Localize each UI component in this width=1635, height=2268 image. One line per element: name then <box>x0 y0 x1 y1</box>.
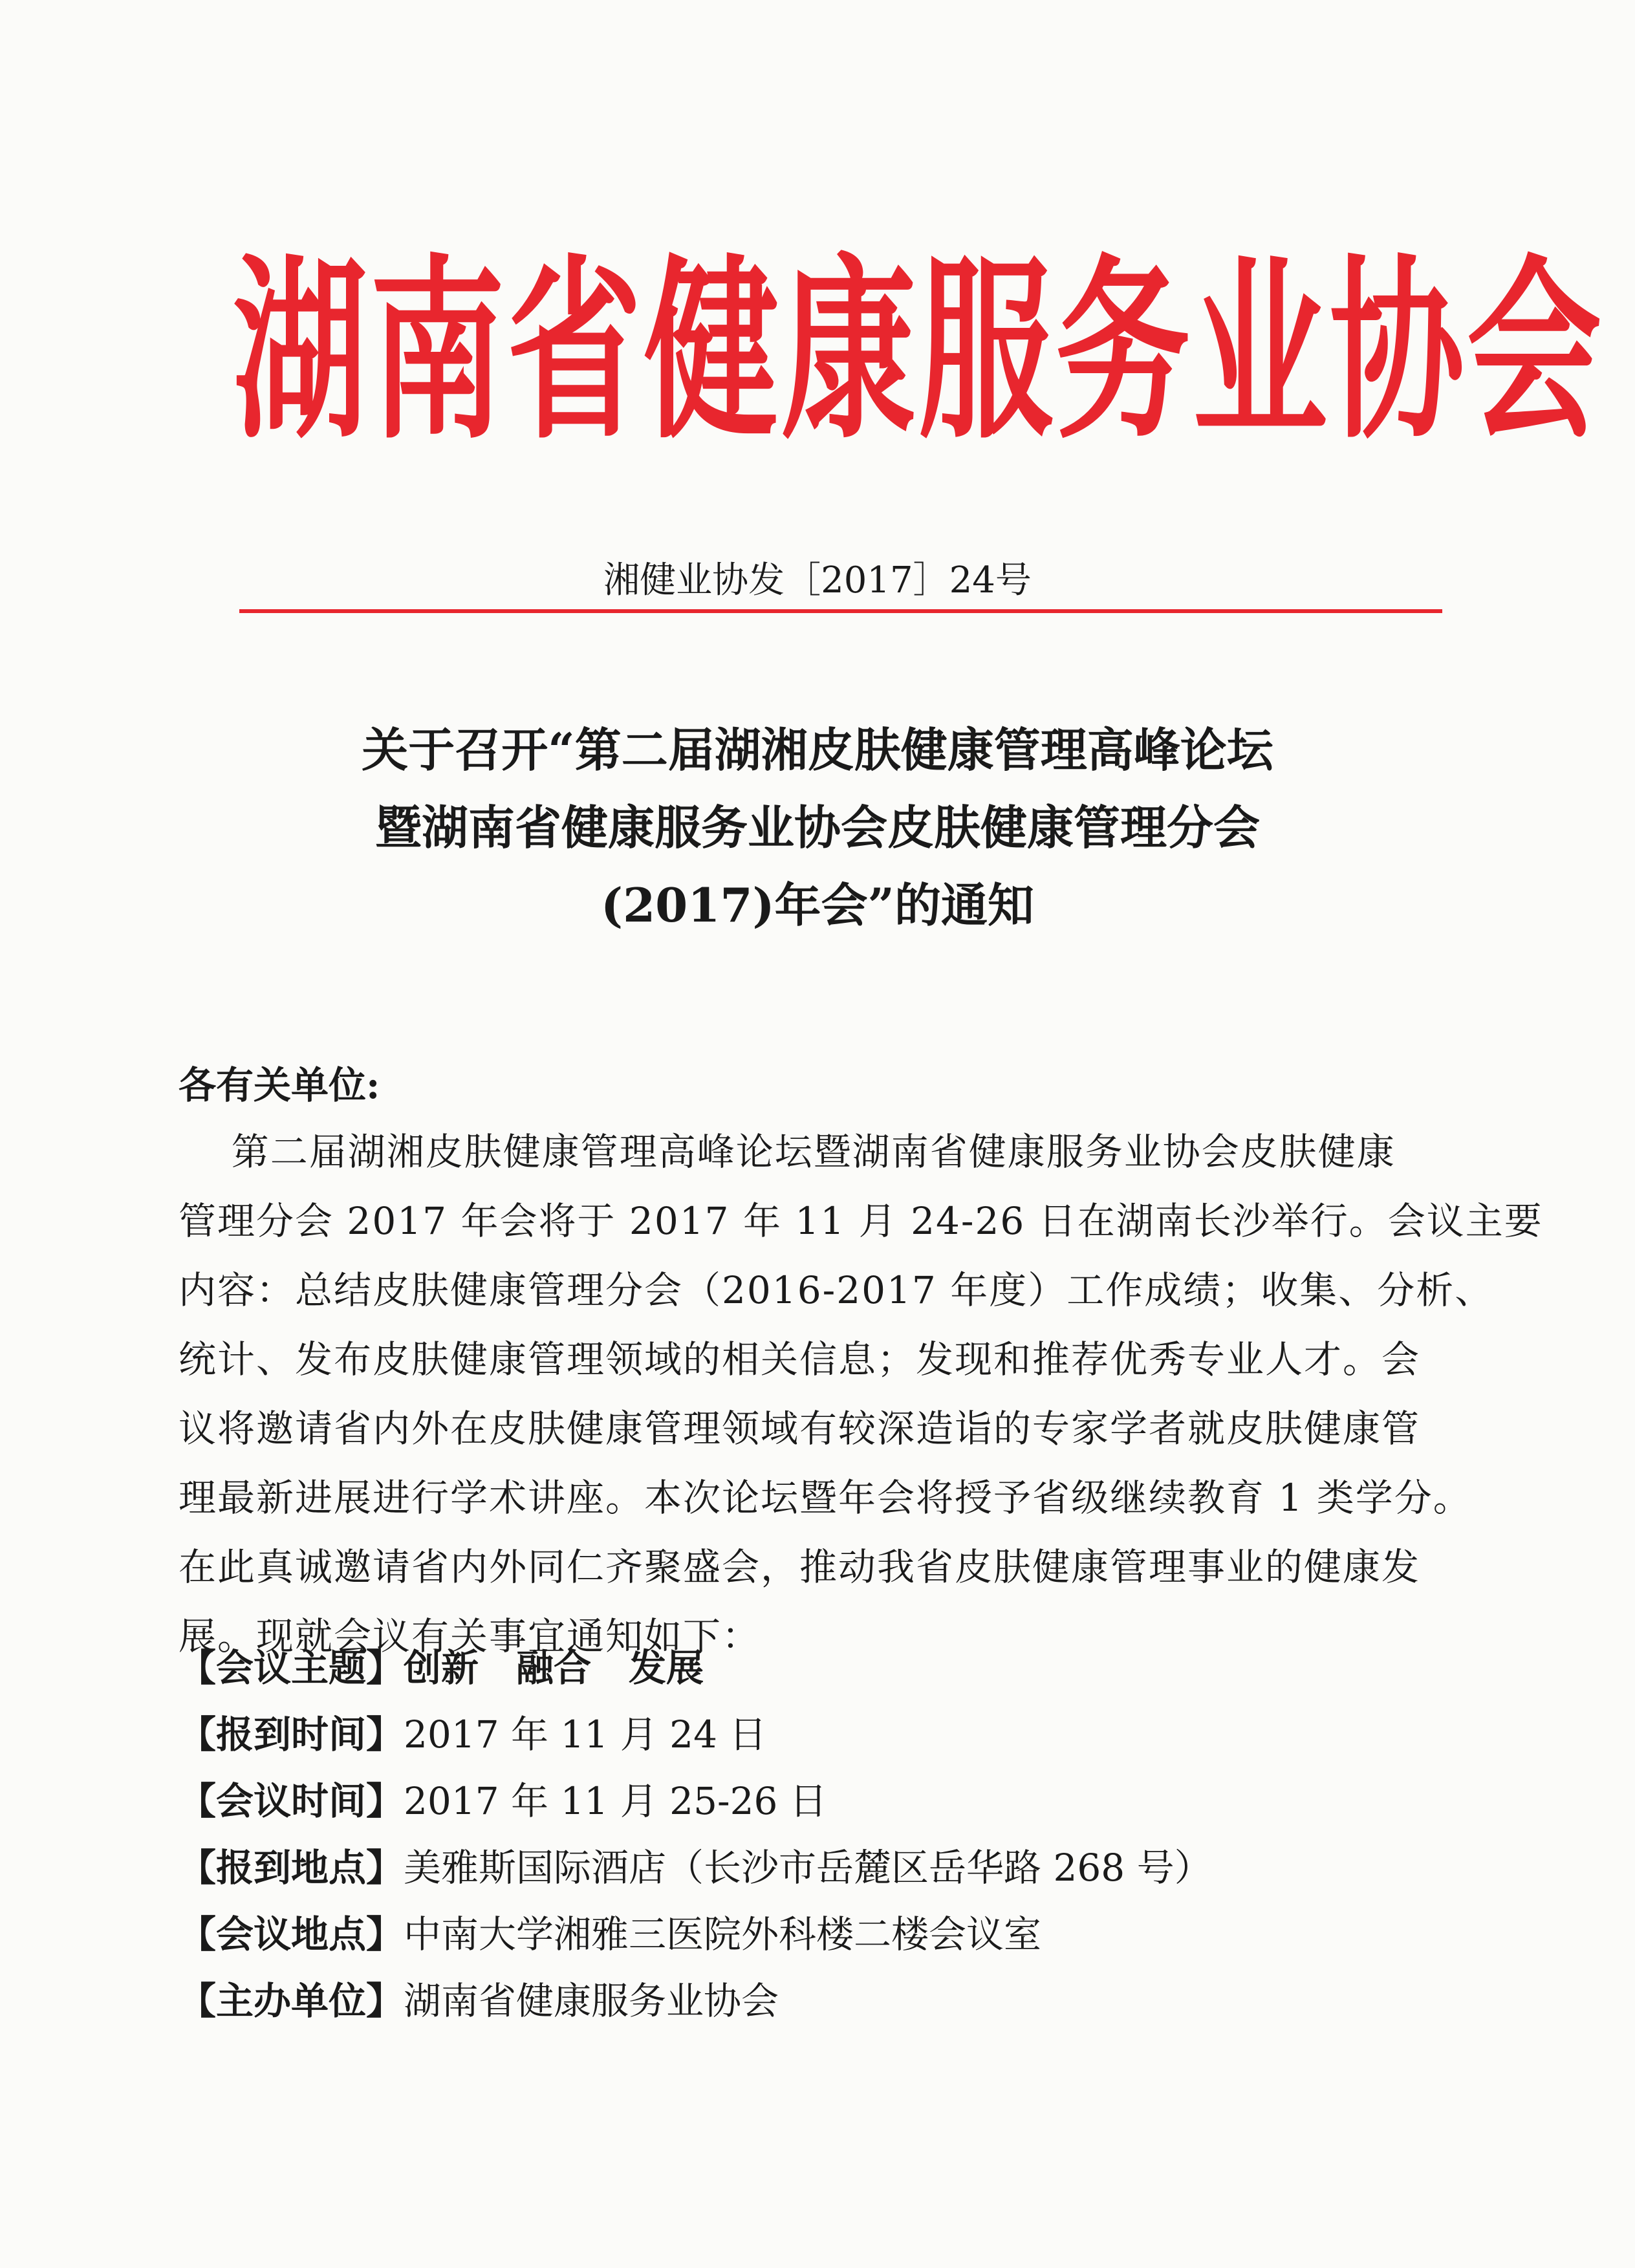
detail-meeting-time <box>179 1768 1466 1835</box>
notice-body <box>179 1118 1543 1671</box>
detail-key: 【会议时间】 <box>179 1779 404 1823</box>
detail-key: 【报到时间】 <box>179 1712 404 1756</box>
detail-registration-venue <box>179 1835 1466 1901</box>
detail-value: 创新 融合 发展 <box>404 1646 704 1690</box>
body-line: 理最新进展进行学术讲座。本次论坛暨年会将授予省级继续教育 1 类学分。 <box>179 1476 1472 1520</box>
detail-key: 【报到地点】 <box>179 1846 404 1890</box>
detail-value: 美雅斯国际酒店（长沙市岳麓区岳华路 268 号） <box>404 1846 1212 1890</box>
detail-registration-time <box>179 1701 1466 1768</box>
meeting-details <box>179 1635 1466 2035</box>
detail-organizer <box>179 1968 1466 2035</box>
detail-value: 中南大学湘雅三医院外科楼二楼会议室 <box>404 1912 1042 1956</box>
detail-value: 2017 年 11 月 24 日 <box>404 1712 767 1756</box>
detail-key: 【会议主题】 <box>179 1646 404 1690</box>
detail-key: 【会议地点】 <box>179 1912 404 1956</box>
detail-value: 2017 年 11 月 25-26 日 <box>404 1779 827 1823</box>
body-line: 第二届湖湘皮肤健康管理高峰论坛暨湖南省健康服务业协会皮肤健康 <box>179 1130 1396 1174</box>
organization-letterhead-title: 湖南省健康服务业协会 <box>233 239 1604 466</box>
body-line: 管理分会 2017 年会将于 2017 年 11 月 24-26 日在湖南长沙举行。会议主要 <box>179 1199 1543 1243</box>
notice-title-line-1: 关于召开“第二届湖湘皮肤健康管理高峰论坛 <box>362 722 1273 777</box>
notice-title <box>0 711 1635 944</box>
detail-meeting-venue <box>179 1901 1466 1968</box>
detail-meeting-theme <box>179 1635 1466 1701</box>
detail-value: 湖南省健康服务业协会 <box>404 1979 779 2023</box>
salutation: 各有关单位: <box>179 1063 380 1107</box>
body-line: 内容：总结皮肤健康管理分会（2016-2017 年度）工作成绩；收集、分析、 <box>179 1268 1494 1312</box>
document-number: 湘健业协发［2017］24号 <box>603 559 1032 601</box>
body-line: 议将邀请省内外在皮肤健康管理领域有较深造诣的专家学者就皮肤健康管 <box>179 1407 1421 1451</box>
body-line: 展。现就会议有关事宜通知如下： <box>179 1614 761 1658</box>
notice-title-line-2: 暨湖南省健康服务业协会皮肤健康管理分会 <box>374 800 1260 855</box>
notice-title-line-3: (2017)年会”的通知 <box>601 878 1034 933</box>
letterhead-red-divider <box>239 609 1442 613</box>
body-line: 在此真诚邀请省内外同仁齐聚盛会，推动我省皮肤健康管理事业的健康发 <box>179 1545 1421 1589</box>
body-line: 统计、发布皮肤健康管理领域的相关信息；发现和推荐优秀专业人才。会 <box>179 1337 1421 1381</box>
detail-key: 【主办单位】 <box>179 1979 404 2023</box>
